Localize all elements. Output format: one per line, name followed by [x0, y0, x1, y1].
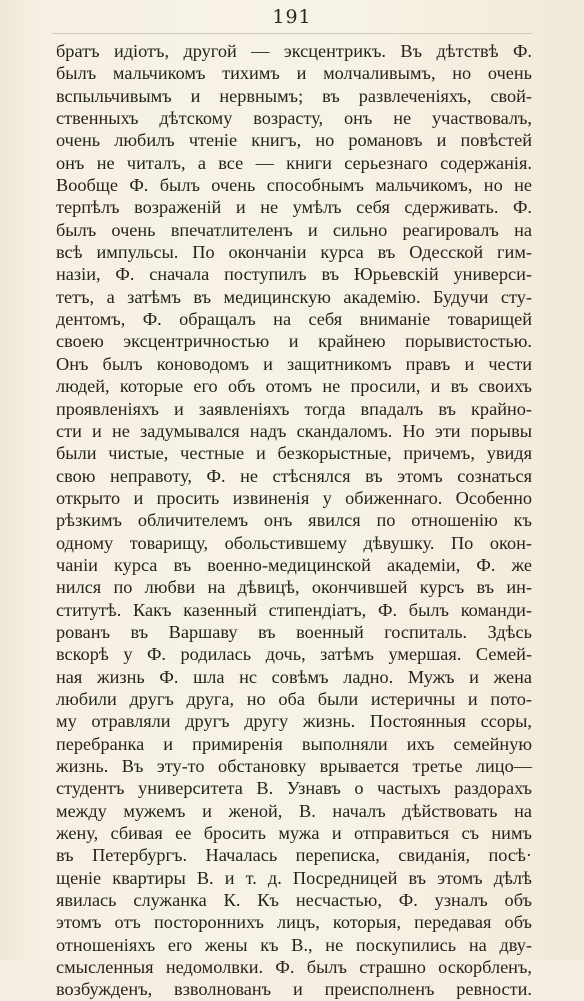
text-line: всѣ импульсы. По окончаніи курса въ Одесской гим- [56, 242, 532, 263]
text-line: былъ очень впечатлителенъ и сильно реагировалъ на [56, 219, 532, 240]
text-line: онъ не читалъ, а все — книги серьезнаго содержанія. [56, 152, 532, 173]
text-line: Онъ былъ коноводомъ и защитникомъ правъ и чести [56, 353, 532, 374]
text-line: рованъ въ Варшаву въ военный госпиталь. Здѣсь [56, 621, 532, 642]
text-line: въ Петербургъ. Началась переписка, свиданія, посѣ· [56, 845, 532, 866]
text-line: му отравляли другъ другу жизнь. Постоянныя ссоры, [56, 711, 532, 732]
body-text [56, 40, 532, 1001]
text-line: перебранка и примиренія выполняли ихъ семейную [56, 733, 532, 754]
text-line: ственныхъ дѣтскому возрасту, онъ не участвовалъ, [56, 108, 532, 129]
text-line: вспыльчивымъ и нервнымъ; въ развлеченіяхъ, свой- [56, 85, 532, 106]
text-line: нился по любви на дѣвицѣ, окончившей курсъ въ ин- [56, 577, 532, 598]
text-line: этомъ отъ постороннихъ лицъ, которыя, передавая объ [56, 912, 532, 933]
text-line: своею эксцентричностью и крайнею порывистостью. [56, 331, 532, 352]
text-line: сти и не задумывался надъ скандаломъ. Но эти порывы [56, 420, 532, 441]
text-line: ститутѣ. Какъ казенный стипендіатъ, Ф. былъ команди- [56, 599, 532, 620]
text-line: вскорѣ у Ф. родилась дочь, затѣмъ умершая. Семей- [56, 644, 532, 665]
text-line: жену, сбивая ее бросить мужа и отправиться съ нимъ [56, 823, 532, 844]
text-line: были чистые, честные и безкорыстные, причемъ, увидя [56, 443, 532, 464]
text-line: любили другъ друга, но оба были истеричны и пото- [56, 688, 532, 709]
text-line: Вообще Ф. былъ очень способнымъ мальчикомъ, но не [56, 175, 532, 196]
text-line: возбужденъ, взволнованъ и преисполненъ ревности. [56, 979, 532, 1000]
text-line: тетъ, а затѣмъ въ медицинскую академію. Будучи сту- [56, 286, 532, 307]
text-line: одному товарищу, обольстившему дѣвушку. По окон- [56, 532, 532, 553]
text-line: смысленныя недомолвки. Ф. былъ страшно оскорбленъ, [56, 957, 532, 978]
text-line: жизнь. Въ эту-то обстановку врывается третье лицо— [56, 756, 532, 776]
text-line: братъ идіотъ, другой — эксцентрикъ. Въ дѣтствѣ Ф. [56, 41, 532, 61]
text-line: былъ мальчикомъ тихимъ и молчаливымъ, но очень [56, 63, 532, 84]
text-line: свою неправоту, Ф. не стѣснялся въ этомъ сознаться [56, 465, 532, 486]
text-line: явилась служанка К. Къ несчастью, Ф. узналъ объ [56, 890, 532, 911]
header-rule [52, 33, 532, 34]
text-line: ная жизнь Ф. шла нс совѣмъ ладно. Мужъ и жена [56, 666, 532, 687]
text-line: дентомъ, Ф. обращалъ на себя вниманіе товарищей [56, 309, 532, 330]
text-line: очень любилъ чтеніе книгъ, но романовъ и повѣстей [56, 130, 532, 151]
text-line: чаніи курса въ военно-медицинской академіи, Ф. же [56, 554, 532, 575]
text-line: проявленіяхъ и заявленіяхъ тогда впадалъ въ крайно- [56, 398, 532, 419]
text-line: терпѣлъ возраженій и не умѣлъ себя сдерживать. Ф. [56, 197, 532, 218]
text-line: открыто и просить извиненія у обиженнаго. Особенно [56, 487, 532, 508]
page-number: 191 [272, 6, 312, 28]
text-line: людей, которые его объ отомъ не просили, и въ своихъ [56, 376, 532, 397]
text-line: студентъ университета В. Узнавъ о частыхъ раздорахъ [56, 778, 532, 799]
text-line: рѣзкимъ обличителемъ онъ явился по отношенію къ [56, 510, 532, 531]
text-line: назіи, Ф. сначала поступилъ въ Юрьевскій универси- [56, 264, 532, 285]
text-line: щеніе квартиры В. и т. д. Посредницей въ этомъ дѣлѣ [56, 867, 532, 888]
text-line: отношеніяхъ его жены къ В., не поскупились на дву- [56, 934, 532, 955]
text-line: между мужемъ и женой, В. началъ дѣйствовать на [56, 800, 532, 821]
